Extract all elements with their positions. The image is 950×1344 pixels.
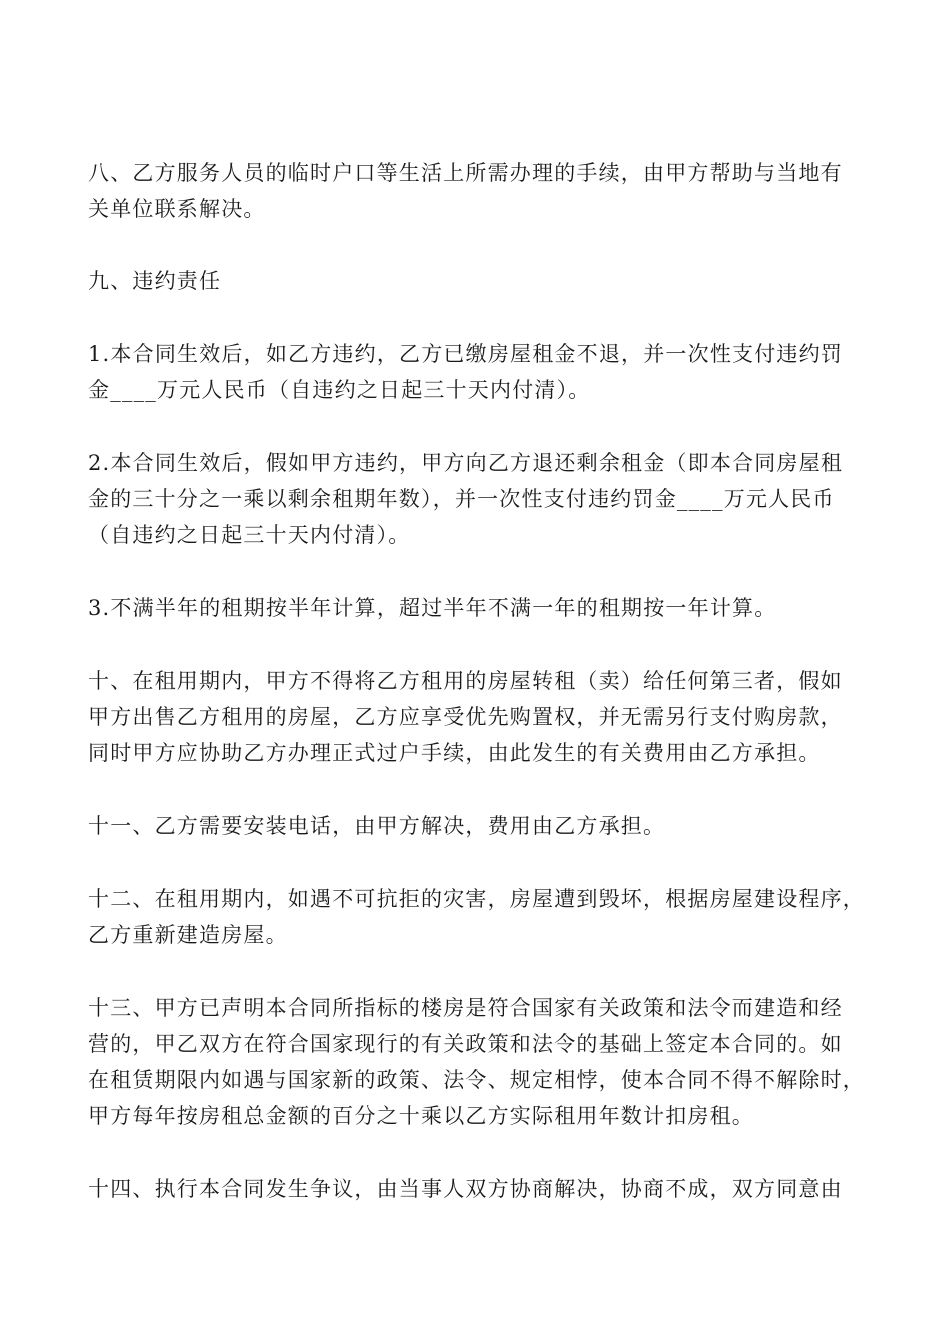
text-line: 甲方出售乙方租用的房屋，乙方应享受优先购置权，并无需另行支付购房款， [88, 705, 843, 729]
text-line: 同时甲方应协助乙方办理正式过户手续，由此发生的有关费用由乙方承担。 [88, 741, 821, 765]
text-line: （自违约之日起三十天内付清）。 [88, 523, 411, 547]
text-line: 关单位联系解决。 [88, 197, 266, 221]
clause-11-paragraph [88, 808, 878, 844]
clause-13-paragraph [88, 990, 878, 1134]
text-line: 1.本合同生效后，如乙方违约，乙方已缴房屋租金不退，并一次性支付违约罚 [88, 342, 844, 366]
clause-9-2-paragraph [88, 445, 878, 553]
text-line: 乙方重新建造房屋。 [88, 923, 288, 947]
text-line: 金____万元人民币（自违约之日起三十天内付清）。 [88, 378, 591, 402]
clause-9-heading [88, 263, 878, 299]
text-line: 十三、甲方已声明本合同所指标的楼房是符合国家有关政策和法令而建造和经 [88, 996, 843, 1020]
clause-9-3-paragraph [88, 590, 878, 626]
text-line: 甲方每年按房租总金额的百分之十乘以乙方实际租用年数计扣房租。 [88, 1104, 754, 1128]
text-line: 九、违约责任 [88, 269, 222, 293]
clause-10-paragraph [88, 663, 878, 771]
text-line: 2.本合同生效后，假如甲方违约，甲方向乙方退还剩余租金（即本合同房屋租 [88, 451, 844, 475]
text-line: 十、在租用期内，甲方不得将乙方租用的房屋转租（卖）给任何第三者，假如 [88, 669, 843, 693]
text-line: 十四、执行本合同发生争议，由当事人双方协商解决，协商不成，双方同意由 [88, 1177, 843, 1201]
clause-14-paragraph [88, 1171, 878, 1207]
clause-8-paragraph [88, 155, 878, 227]
text-line: 在租赁期限内如遇与国家新的政策、法令、规定相悖，使本合同不得不解除时， [88, 1068, 865, 1092]
clause-9-1-paragraph [88, 336, 878, 408]
text-line: 营的，甲乙双方在符合国家现行的有关政策和法令的基础上签定本合同的。如 [88, 1032, 843, 1056]
text-line: 十一、乙方需要安装电话，由甲方解决，费用由乙方承担。 [88, 814, 666, 838]
text-line: 八、乙方服务人员的临时户口等生活上所需办理的手续，由甲方帮助与当地有 [88, 161, 843, 185]
text-line: 金的三十分之一乘以剩余租期年数），并一次性支付违约罚金____万元人民币 [88, 487, 835, 511]
text-line: 十二、在租用期内，如遇不可抗拒的灾害，房屋遭到毁坏，根据房屋建设程序， [88, 887, 865, 911]
text-line: 3.不满半年的租期按半年计算，超过半年不满一年的租期按一年计算。 [88, 596, 777, 620]
clause-12-paragraph [88, 881, 878, 953]
